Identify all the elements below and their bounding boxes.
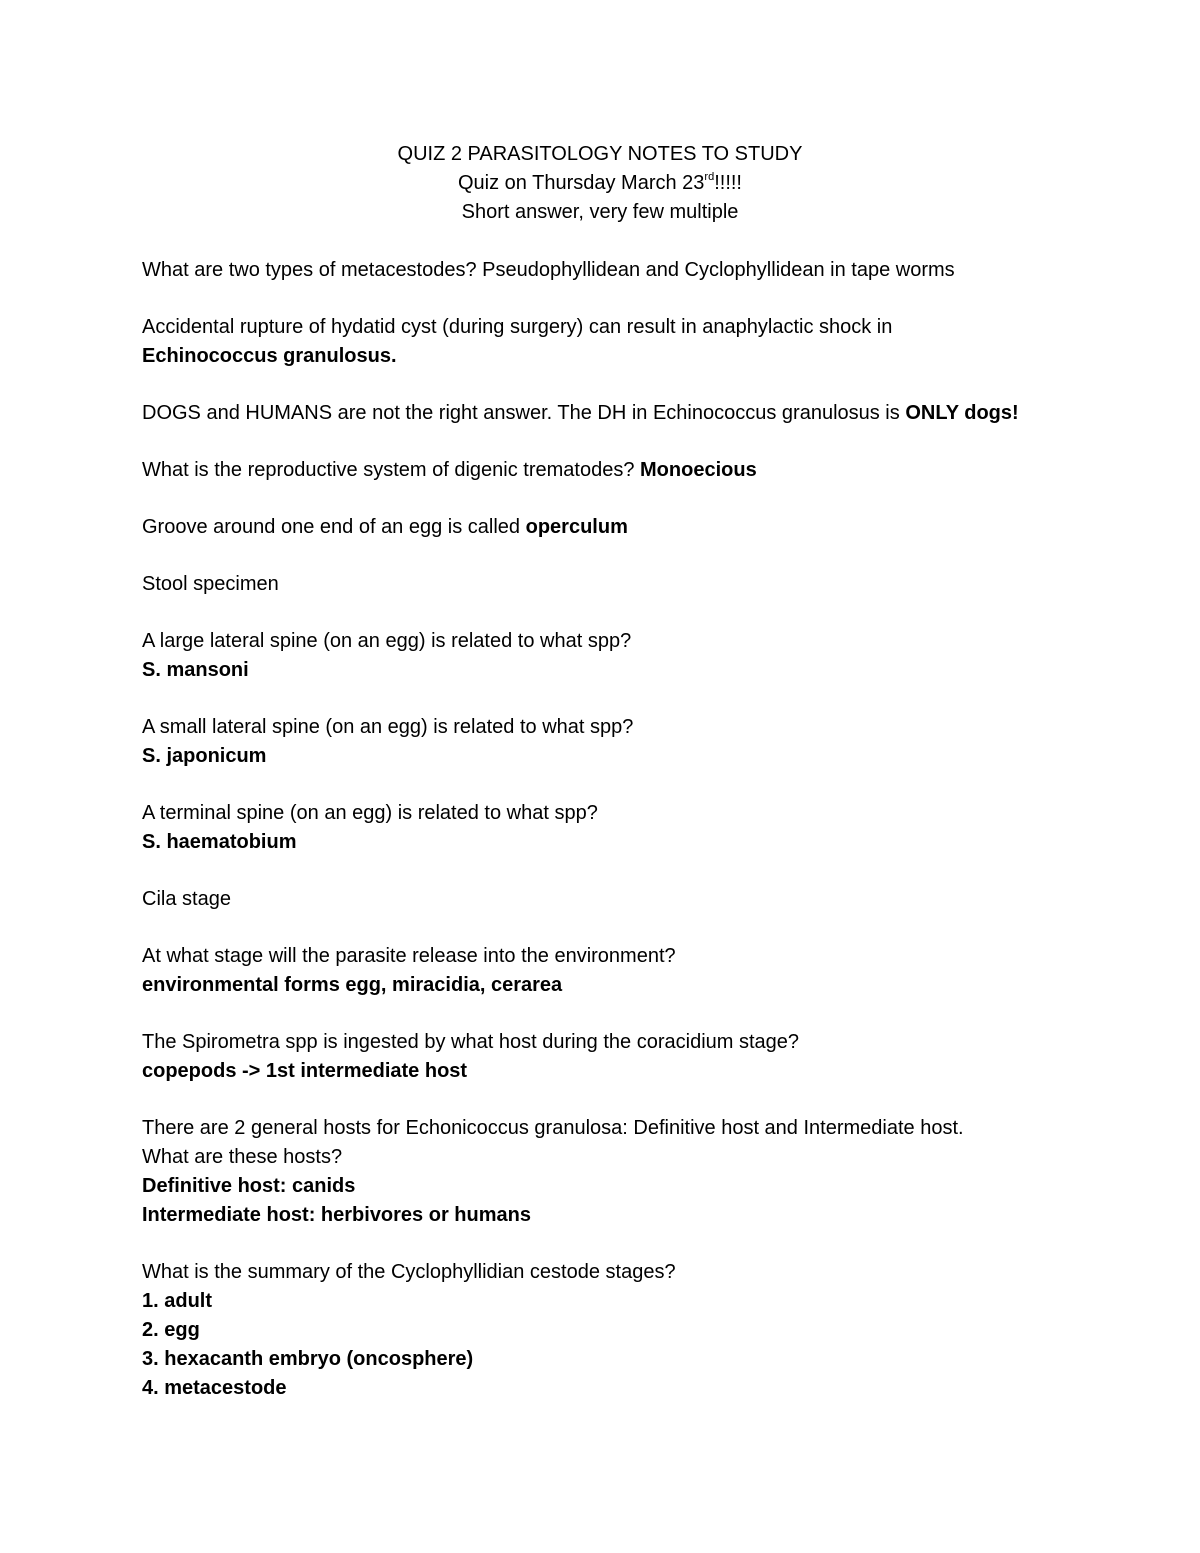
question-text: What is the reproductive system of digenic trematodes? <box>142 459 641 481</box>
question-text: The Spirometra spp is ingested by what host during the coracidium stage? <box>142 1031 800 1053</box>
note-hydatid-cyst <box>142 313 1122 371</box>
notes-body <box>142 256 1122 1431</box>
note-line <box>142 456 1122 485</box>
answer-text: S. haematobium <box>142 831 297 853</box>
answer-text: environmental forms egg, miracidia, cerarea <box>142 974 563 996</box>
question-text: What is the summary of the Cyclophyllidian cestode stages? <box>142 1261 676 1283</box>
list-item: 2. egg <box>142 1319 200 1341</box>
answer-text: Intermediate host: herbivores or humans <box>142 1204 531 1226</box>
question-text: There are 2 general hosts for Echonicoccus granulosa: Definitive host and Intermediate host. <box>142 1117 964 1139</box>
note-stool-specimen <box>142 570 1122 599</box>
note-definitive-host <box>142 399 1122 428</box>
note-spirometra <box>142 1028 1122 1086</box>
answer-text: operculum <box>525 516 628 538</box>
answer-text: copepods -> 1st intermediate host <box>142 1060 468 1082</box>
quiz-date-superscript: rd <box>704 171 715 183</box>
question-text: What are two types of metacestodes? Pseudophyllidean and Cyclophyllidean in tape worms <box>142 259 955 281</box>
quiz-date-exclamations: !!!!! <box>714 172 742 194</box>
document-subtitle: Short answer, very few multiple <box>461 201 739 223</box>
note-cila-stage <box>142 885 1122 914</box>
note-environment-stage <box>142 942 1122 1000</box>
list-item: 4. metacestode <box>142 1377 287 1399</box>
answer-text: Echinococcus granulosus. <box>142 345 397 367</box>
document-header <box>0 140 1200 227</box>
list-item: 1. adult <box>142 1290 213 1312</box>
quiz-date <box>0 169 1200 198</box>
note-reproductive-system <box>142 456 1122 485</box>
answer-text: Monoecious <box>640 459 757 481</box>
note-operculum <box>142 513 1122 542</box>
question-text: A terminal spine (on an egg) is related to what spp? <box>142 802 598 824</box>
question-text: Accidental rupture of hydatid cyst (during surgery) can result in anaphylactic shock in <box>142 316 893 338</box>
note-terminal-spine <box>142 799 1122 857</box>
question-text: What are these hosts? <box>142 1146 343 1168</box>
note-line <box>142 399 1122 428</box>
answer-text: S. mansoni <box>142 659 249 681</box>
answer-text: S. japonicum <box>142 745 267 767</box>
note-small-lateral-spine <box>142 713 1122 771</box>
question-text: Cila stage <box>142 888 231 910</box>
list-item: 3. hexacanth embryo (oncosphere) <box>142 1348 474 1370</box>
question-text: Groove around one end of an egg is called <box>142 516 526 538</box>
note-general-hosts <box>142 1114 1122 1230</box>
question-text: DOGS and HUMANS are not the right answer. The DH in Echinococcus granulosus is <box>142 402 906 424</box>
question-text: Stool specimen <box>142 573 279 595</box>
note-metacestodes <box>142 256 1122 285</box>
question-text: A small lateral spine (on an egg) is related to what spp? <box>142 716 634 738</box>
question-text: A large lateral spine (on an egg) is related to what spp? <box>142 630 632 652</box>
question-text: At what stage will the parasite release into the environment? <box>142 945 676 967</box>
note-line <box>142 513 1122 542</box>
note-large-lateral-spine <box>142 627 1122 685</box>
note-cestode-stages <box>142 1258 1122 1403</box>
answer-text: ONLY dogs! <box>905 402 1019 424</box>
document-title: QUIZ 2 PARASITOLOGY NOTES TO STUDY <box>397 143 803 165</box>
answer-text: Definitive host: canids <box>142 1175 356 1197</box>
quiz-date-text: Quiz on Thursday March 23 <box>458 172 705 194</box>
